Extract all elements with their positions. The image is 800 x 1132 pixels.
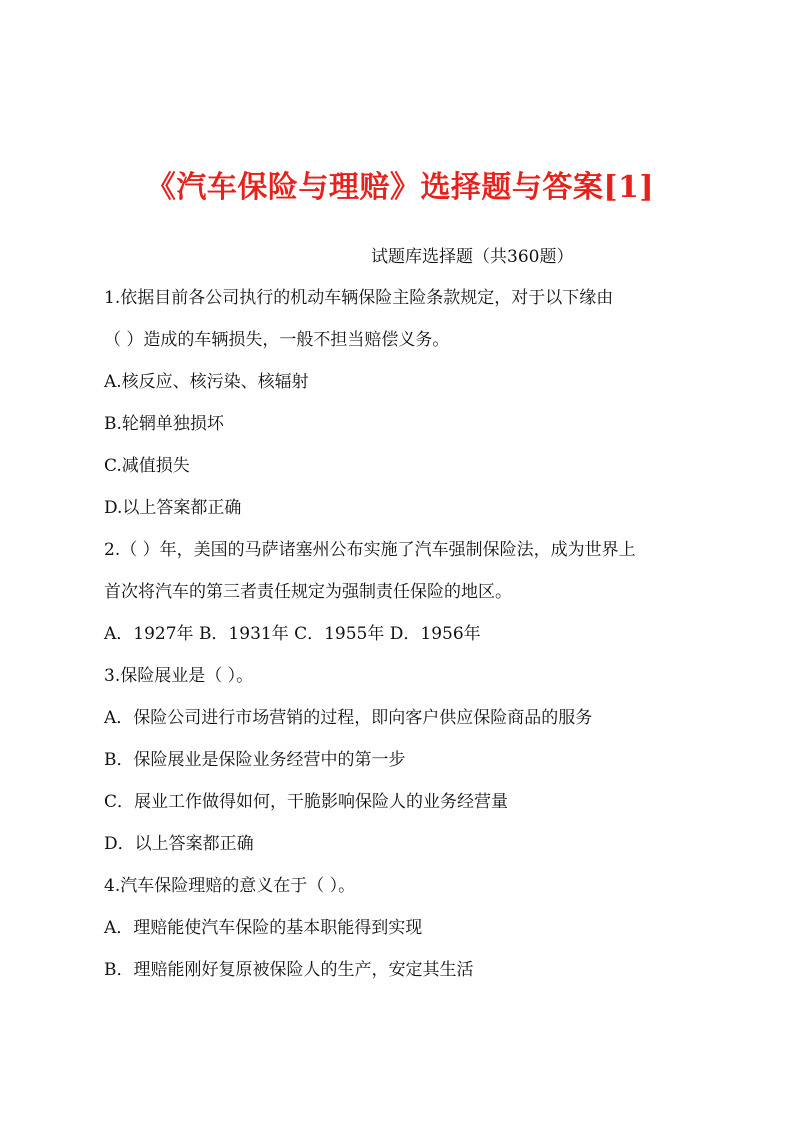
question-4-option-a: A．理赔能使汽车保险的基本职能得到实现 — [104, 918, 423, 938]
question-3-option-b: B．保险展业是保险业务经营中的第一步 — [104, 750, 406, 770]
question-1-option-d: D.以上答案都正确 — [104, 498, 242, 518]
question-1-option-b: B.轮辋单独损坏 — [104, 414, 224, 434]
question-3-stem: 3.保险展业是（ ）。 — [104, 666, 254, 686]
question-2-options: A．1927年 B．1931年 C．1955年 D．1956年 — [104, 624, 481, 644]
document-subtitle: 试题库选择题（共360题） — [371, 247, 574, 267]
question-3-option-a: A．保险公司进行市场营销的过程，即向客户供应保险商品的服务 — [104, 708, 593, 728]
question-3-option-c: C．展业工作做得如何，干脆影响保险人的业务经营量 — [104, 792, 509, 812]
question-3-option-d: D．以上答案都正确 — [104, 834, 254, 854]
question-2-stem-line-1: 2.（ ）年，美国的马萨诸塞州公布实施了汽车强制保险法，成为世界上 — [104, 540, 636, 560]
question-1-stem-line-1: 1.依据目前各公司执行的机动车辆保险主险条款规定，对于以下缘由 — [104, 288, 614, 308]
document-title: 《汽车保险与理赔》选择题与答案[1] — [145, 170, 655, 205]
question-1-stem-line-2: （ ）造成的车辆损失，一般不担当赔偿义务。 — [104, 330, 450, 350]
question-1-option-c: C.减值损失 — [104, 456, 190, 476]
question-2-stem-line-2: 首次将汽车的第三者责任规定为强制责任保险的地区。 — [104, 582, 512, 602]
question-1-option-a: A.核反应、核污染、核辐射 — [104, 372, 309, 392]
question-4-stem: 4.汽车保险理赔的意义在于（ ）。 — [104, 876, 356, 896]
question-4-option-b: B．理赔能刚好复原被保险人的生产，安定其生活 — [104, 960, 474, 980]
